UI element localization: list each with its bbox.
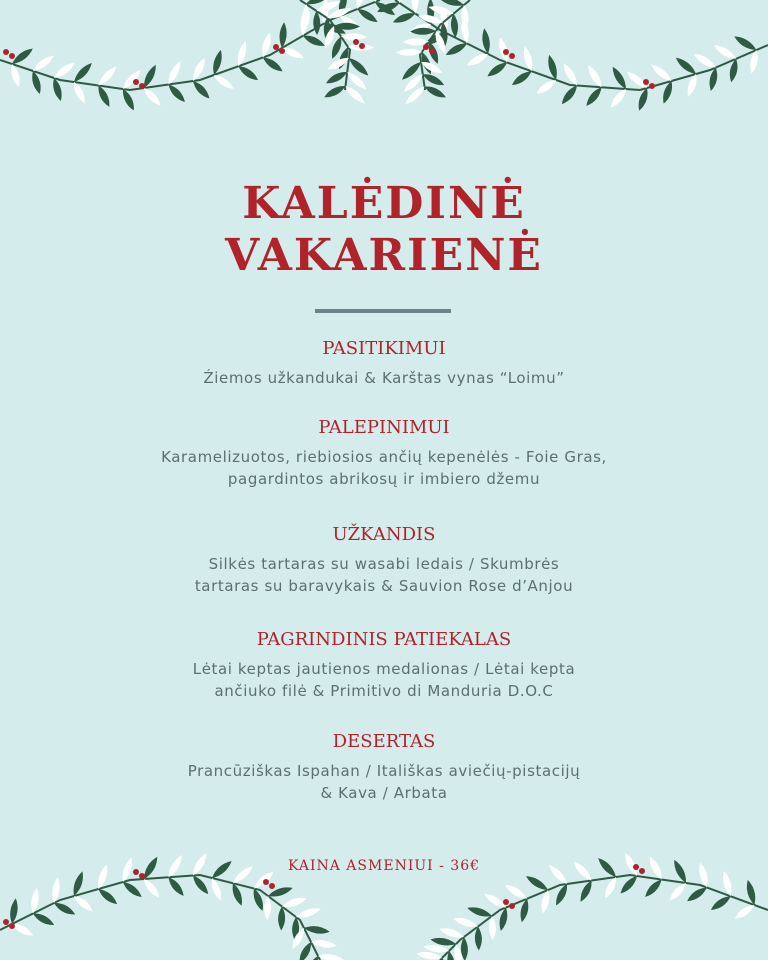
menu-section-welcome [0, 337, 768, 389]
section-description: Źiemos užkandukai & Karštas vynas “Loimu” [203, 369, 565, 387]
menu-section-indulgence [0, 416, 768, 490]
section-description: Silkės tartaras su wasabi ledais / Skumbrės tartaras su baravykais & Sauvion Rose d’Anjou [194, 555, 574, 595]
section-heading: UŽKANDIS [332, 524, 436, 545]
section-heading: PAGRINDINIS PATIEKALAS [256, 629, 512, 650]
price-per-person: KAINA ASMENIUI - 36€ [287, 858, 481, 874]
section-description: Lėtai keptas jautienos medalionas / Lėtai kepta ančiuko filė & Primitivo di Manduria D.O.C [192, 660, 576, 700]
title-line-1: KALĖDINĖ [242, 178, 526, 229]
section-heading: PASITIKIMUI [322, 338, 446, 359]
menu-section-appetizer [0, 523, 768, 597]
section-description: Prancūziškas Ispahan / Itališkas aviečių-pistacijų & Kava / Arbata [187, 762, 581, 802]
menu-title [0, 178, 768, 282]
top-garland-decoration [0, 0, 768, 130]
section-description: Karamelizuotos, riebiosios ančių kepenėlės - Foie Gras, pagardintos abrikosų ir imbiero džemu [161, 448, 607, 488]
menu-section-main-course [0, 628, 768, 702]
section-heading: DESERTAS [332, 731, 436, 752]
title-line-2: VAKARIENĖ [225, 230, 543, 281]
menu-section-dessert [0, 730, 768, 804]
section-heading: PALEPINIMUI [318, 417, 450, 438]
title-divider [315, 309, 451, 313]
bottom-garland-decoration [0, 850, 768, 960]
